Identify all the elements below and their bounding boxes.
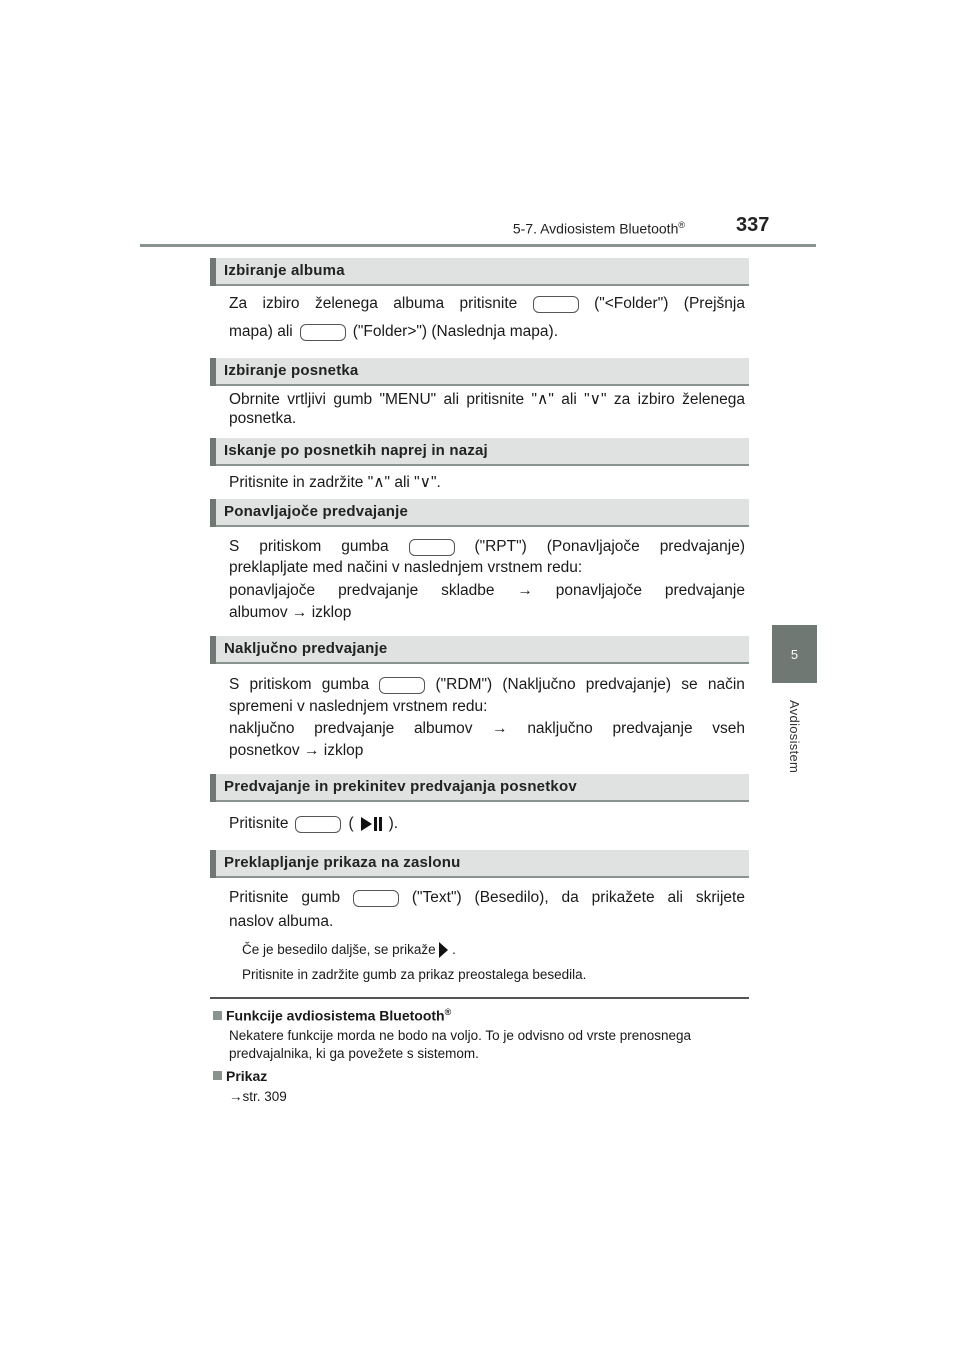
subsection-heading-bluetooth: Funkcije avdiosistema Bluetooth® xyxy=(213,1007,451,1024)
page-number: 337 xyxy=(736,214,770,236)
display-note-2: Pritisnite in zadržite gumb za prikaz preostalega besedila. xyxy=(242,967,587,982)
section-heading-seek: Iskanje po posnetkih naprej in nazaj xyxy=(210,438,749,466)
section-heading-album: Izbiranje albuma xyxy=(210,258,749,286)
scroll-arrow-icon xyxy=(439,942,448,958)
subsection-heading-display: Prikaz xyxy=(213,1068,267,1084)
header-rule xyxy=(140,244,816,247)
section-heading-track: Izbiranje posnetka xyxy=(210,358,749,386)
random-line-3: naključno predvajanje albumov → naključno predvajanje vseh xyxy=(229,720,745,737)
section-heading-display: Preklapljanje prikaza na zaslonu xyxy=(210,850,749,878)
play-pause-line: Pritisnite ( ). xyxy=(229,815,399,832)
repeat-line-3: ponavljajoče predvajanje skladbe → ponavljajoče predvajanje xyxy=(229,582,745,599)
square-bullet-icon xyxy=(213,1011,222,1020)
folder-next-button-icon xyxy=(300,324,346,341)
play-pause-button-icon xyxy=(295,816,341,833)
rdm-button-icon xyxy=(379,677,425,694)
play-pause-icon xyxy=(361,817,382,831)
page-reference-link[interactable]: →str. 309 xyxy=(229,1089,287,1104)
subsection-text-bluetooth: Nekatere funkcije morda ne bodo na voljo. To je odvisno od vrste prenosnega predvajalnika, ki ga povežete s sistemom. xyxy=(229,1028,692,1061)
chapter-tab-label: Avdiosistem xyxy=(787,700,802,774)
random-line-2: spremeni v naslednjem vrstnem redu: xyxy=(229,698,488,715)
album-line-1: Za izbiro želenega albuma pritisnite ("<Folder") (Prejšnja xyxy=(229,295,745,312)
section-heading-repeat: Ponavljajoče predvajanje xyxy=(210,499,749,527)
seek-text: Pritisnite in zadržite "∧" ali "∨". xyxy=(229,474,441,491)
section-heading-play-pause: Predvajanje in prekinitev predvajanja posnetkov xyxy=(210,774,749,802)
display-note-1: Če je besedilo daljše, se prikaže . xyxy=(242,942,456,957)
chapter-header: 5-7. Avdiosistem Bluetooth® xyxy=(512,220,685,237)
square-bullet-icon xyxy=(213,1071,222,1080)
display-line-2: naslov albuma. xyxy=(229,913,334,930)
section-divider xyxy=(210,997,749,999)
text-button-icon xyxy=(353,890,399,907)
chapter-tab[interactable]: 5 xyxy=(772,625,817,683)
display-line-1: Pritisnite gumb ("Text") (Besedilo), da prikažete ali skrijete xyxy=(229,889,745,906)
track-text: Obrnite vrtljivi gumb "MENU" ali pritisnite "∧" ali "∨" za izbiro želenega posnetka. xyxy=(229,391,745,427)
folder-prev-button-icon xyxy=(533,296,579,313)
random-line-1: S pritiskom gumba ("RDM") (Naključno predvajanje) se način xyxy=(229,676,745,693)
random-line-4: posnetkov → izklop xyxy=(229,742,364,759)
repeat-line-1: S pritiskom gumba ("RPT") (Ponavljajoče predvajanje) xyxy=(229,538,745,555)
repeat-line-2: preklapljate med načini v naslednjem vrstnem redu: xyxy=(229,559,583,576)
section-heading-random: Naključno predvajanje xyxy=(210,636,749,664)
rpt-button-icon xyxy=(409,539,455,556)
album-line-2: mapa) ali ("Folder>") (Naslednja mapa). xyxy=(229,323,559,340)
repeat-line-4: albumov → izklop xyxy=(229,604,352,621)
